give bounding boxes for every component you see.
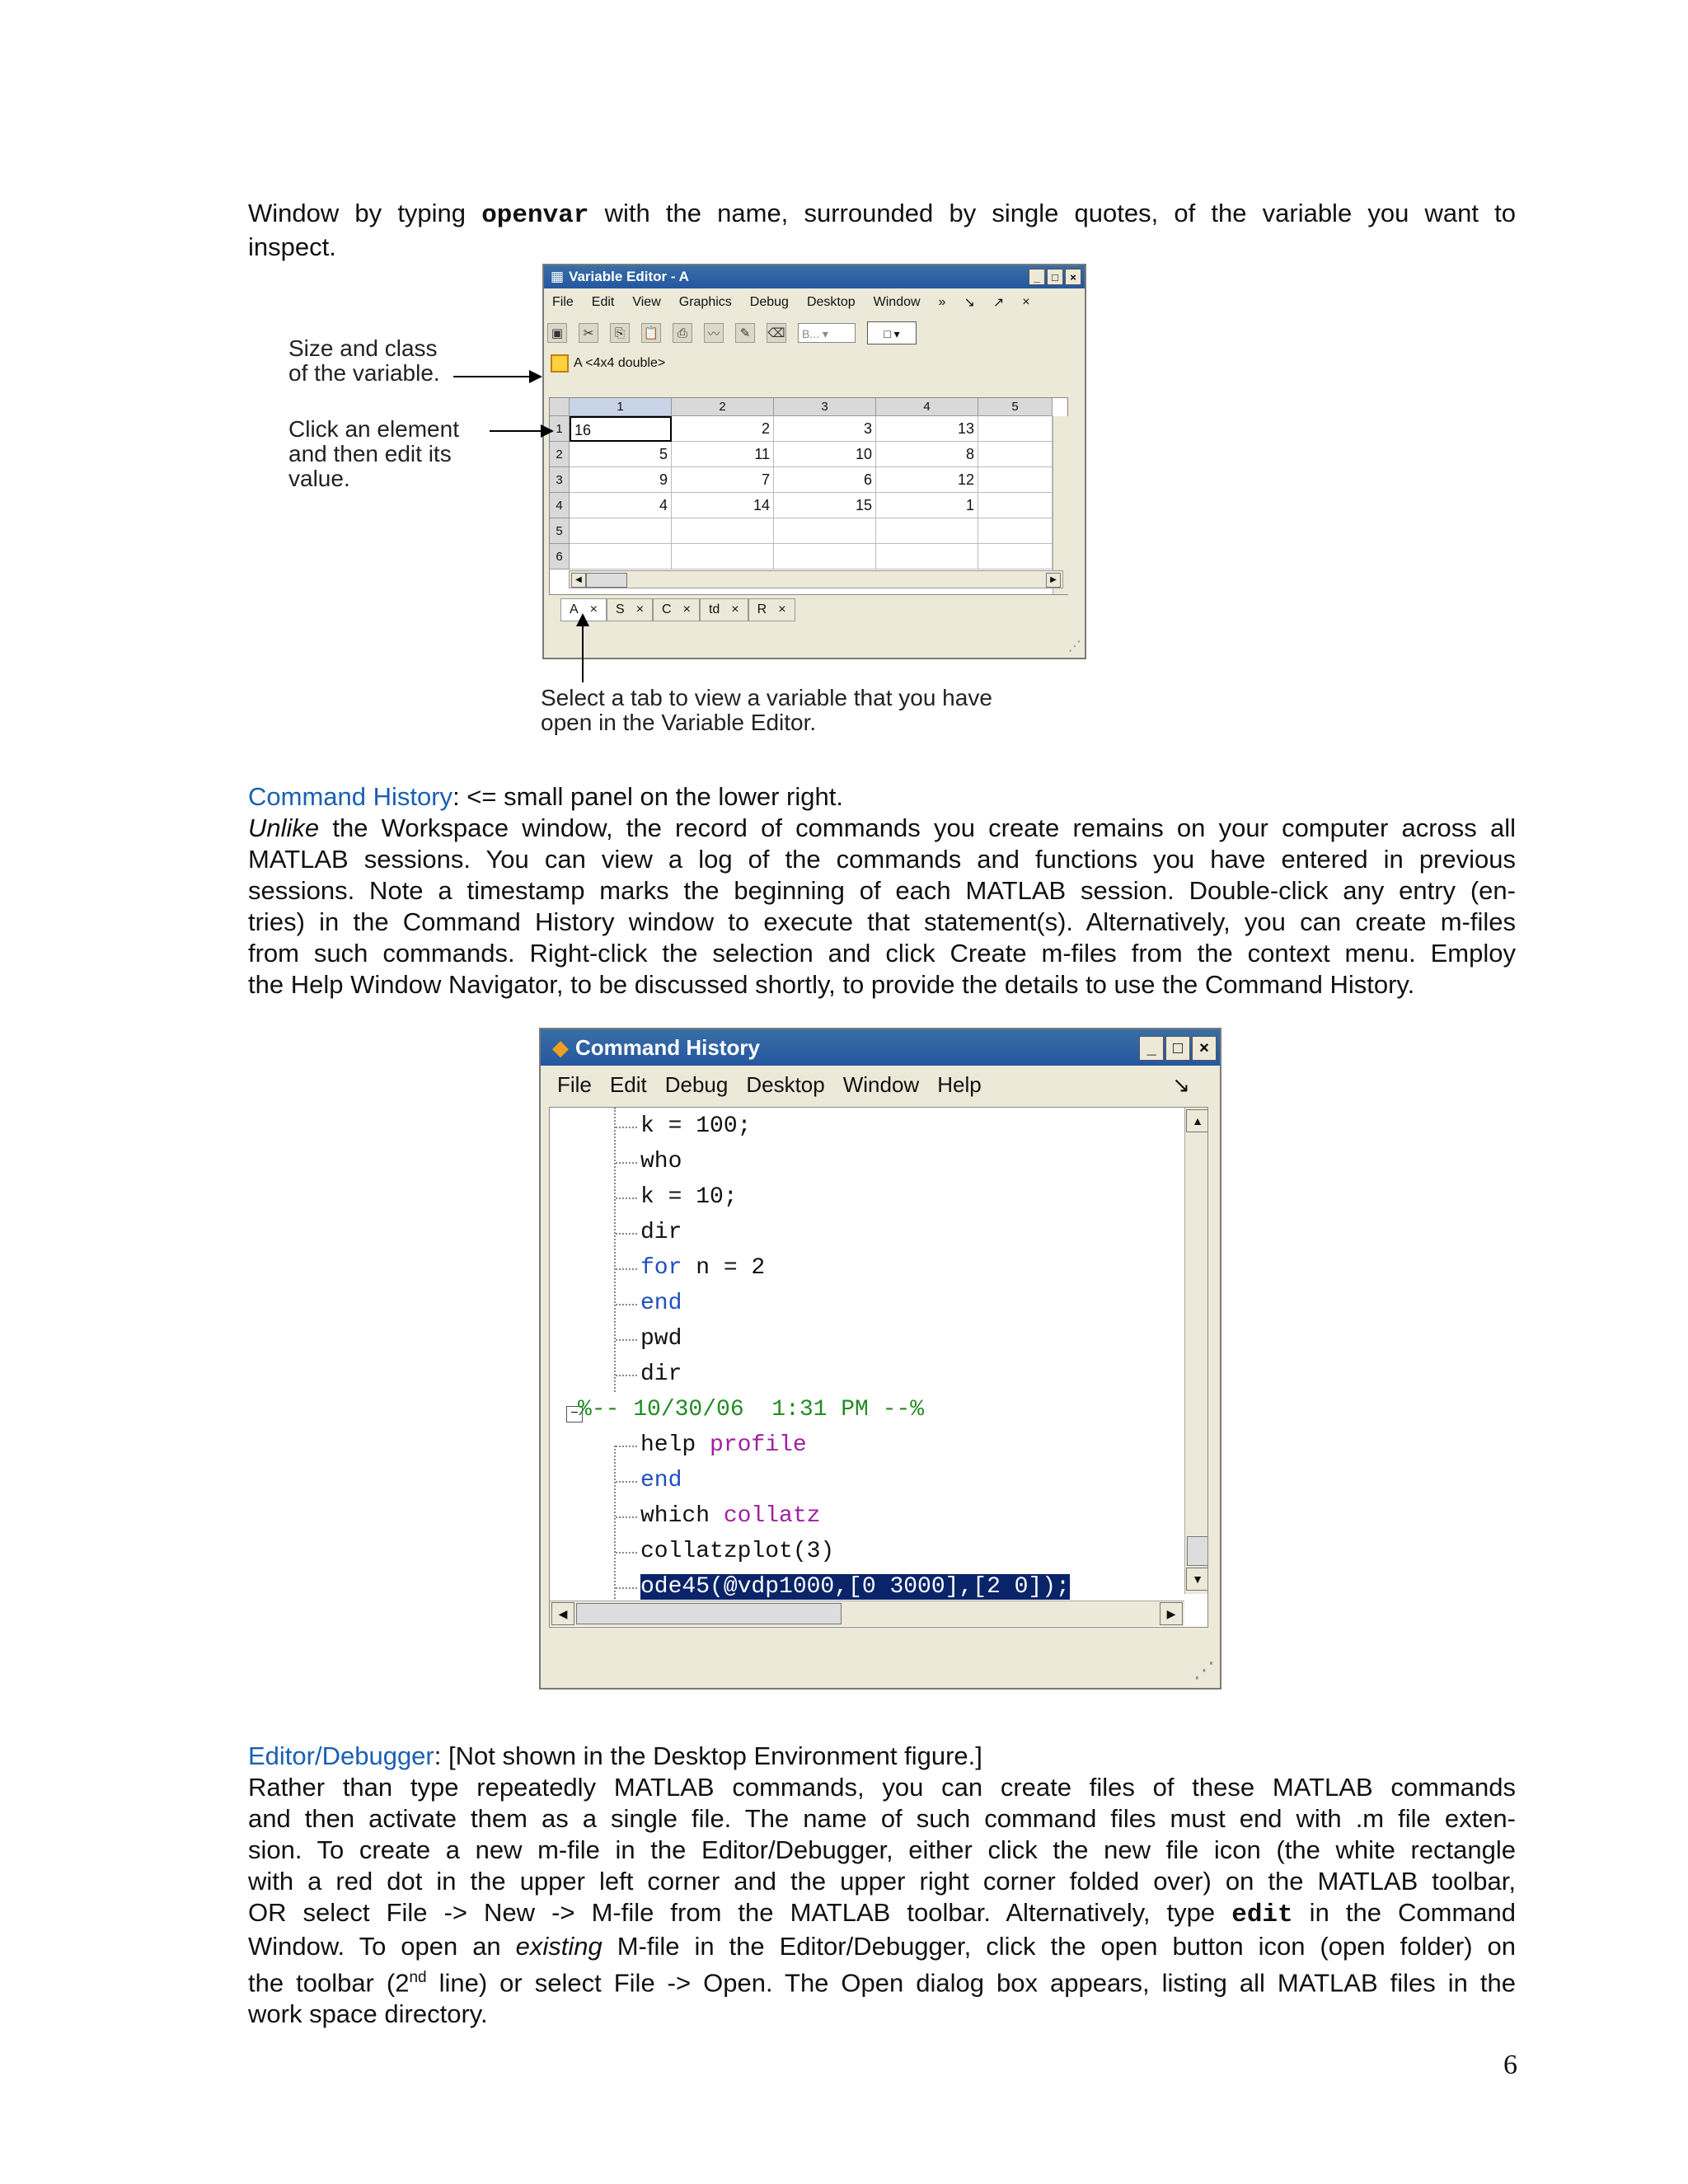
row-header[interactable]: 6 xyxy=(550,544,570,569)
tree-line xyxy=(614,1446,616,1625)
grid-cell[interactable]: 3 xyxy=(774,416,876,442)
command-history-heading: Command History xyxy=(248,782,453,811)
variable-tab[interactable]: C × xyxy=(653,598,700,621)
menu-edit[interactable]: Edit xyxy=(591,295,615,309)
col-header[interactable]: 2 xyxy=(672,398,774,416)
row-header[interactable]: 3 xyxy=(550,467,570,493)
col-header[interactable]: 3 xyxy=(774,398,876,416)
history-entry[interactable]: collatzplot(3) xyxy=(640,1539,835,1564)
menu-window[interactable]: Window xyxy=(842,1071,920,1097)
scroll-right-icon[interactable]: ▶ xyxy=(1046,573,1061,588)
variable-tabs xyxy=(560,598,795,621)
scroll-thumb[interactable] xyxy=(586,573,627,588)
size-class-arrow xyxy=(453,376,541,377)
history-entry[interactable]: help profile xyxy=(640,1432,807,1458)
copy-icon[interactable]: ⎘ xyxy=(610,323,630,343)
grid-cell[interactable] xyxy=(978,493,1053,518)
editor-line: OR select File -> New -> M-file from the MATLAB toolbar. Alternatively, type edit in the Command xyxy=(248,1898,1516,1929)
history-entry[interactable]: for n = 2 xyxy=(640,1255,766,1281)
editor-line: Rather than type repeatedly MATLAB commands, you can create files of these MATLAB commands xyxy=(248,1773,1516,1802)
scroll-right-icon[interactable]: ▶ xyxy=(1160,1602,1183,1625)
editor-line: Window. To open an existing M-file in the Editor/Debugger, click the open button icon (open folder) on xyxy=(248,1932,1516,1961)
ch-line: the Help Window Navigator, to be discussed shortly, to provide the details to use the Command History. xyxy=(248,970,1415,999)
menu-desktop[interactable]: Desktop xyxy=(746,1071,825,1097)
grid-cell[interactable]: 8 xyxy=(876,442,978,467)
col-header[interactable]: 4 xyxy=(876,398,978,416)
collapse-icon[interactable]: − xyxy=(566,1406,583,1422)
grid-cell[interactable] xyxy=(672,544,774,569)
print-icon[interactable]: ⎙ xyxy=(673,323,692,343)
openvar-code: openvar xyxy=(481,201,589,230)
grid-cell[interactable] xyxy=(570,544,672,569)
tab-annotation: Select a tab to view a variable that you have open in the Variable Editor. xyxy=(541,685,992,735)
scroll-down-icon[interactable]: ▼ xyxy=(1186,1568,1208,1591)
history-entry[interactable]: who xyxy=(640,1149,682,1174)
tab-arrow xyxy=(582,616,584,682)
grid-cell[interactable]: 1 xyxy=(876,493,978,518)
corner-header xyxy=(550,398,570,416)
menu-desktop[interactable]: Desktop xyxy=(806,295,856,309)
paste-icon[interactable]: 📋 xyxy=(641,323,661,343)
delete-icon[interactable]: ⌫ xyxy=(767,323,786,343)
size-class-row xyxy=(551,354,665,373)
tree-branch xyxy=(616,1587,637,1589)
history-entry[interactable]: end xyxy=(640,1468,682,1493)
close-pane-icon[interactable]: × xyxy=(1022,295,1030,309)
click-element-arrow xyxy=(490,430,552,432)
history-entry[interactable]: pwd xyxy=(640,1326,682,1352)
menu-help[interactable]: Help xyxy=(937,1071,982,1097)
grid-cell[interactable] xyxy=(876,544,978,569)
intro-line-1: Window by typing openvar with the name, surrounded by single quotes, of the variable you want to xyxy=(248,199,1516,230)
ch-line: Unlike the Workspace window, the record of commands you create remains on your computer across all xyxy=(248,813,1516,842)
scroll-left-icon[interactable]: ◀ xyxy=(571,573,586,588)
grid-cell[interactable]: 12 xyxy=(876,467,978,493)
dock-arrow-icon[interactable]: ↗ xyxy=(992,296,1005,310)
grid-vertical-scrollbar[interactable] xyxy=(1053,416,1068,594)
grid-cell[interactable] xyxy=(978,544,1053,569)
tab-close-icon[interactable]: × xyxy=(589,602,598,616)
history-entry[interactable]: dir xyxy=(640,1361,682,1387)
scroll-thumb[interactable] xyxy=(1187,1536,1208,1566)
history-horizontal-scrollbar[interactable] xyxy=(550,1601,1184,1626)
variable-tab[interactable]: S × xyxy=(607,598,653,621)
intro-paragraph xyxy=(248,198,1516,263)
close-button[interactable]: × xyxy=(1065,269,1081,285)
ch-line: tries) in the Command History window to execute that statement(s). Alternatively, you can create m-files xyxy=(248,907,1516,936)
grid-cell[interactable] xyxy=(876,518,978,544)
grid-cell[interactable]: 14 xyxy=(672,493,774,518)
page-number: 6 xyxy=(1503,2050,1517,2080)
menu-debug[interactable]: Debug xyxy=(749,295,789,309)
tree-branch xyxy=(616,1233,637,1235)
cut-icon[interactable]: ✂ xyxy=(579,323,598,343)
command-history-list[interactable] xyxy=(549,1107,1208,1628)
menu-file[interactable]: File xyxy=(552,295,574,309)
history-entry[interactable]: which collatz xyxy=(640,1503,821,1529)
editor-heading: Editor/Debugger xyxy=(248,1741,434,1770)
variable-editor-titlebar xyxy=(544,265,1085,288)
tab-close-icon[interactable]: × xyxy=(778,602,786,616)
tree-branch xyxy=(616,1552,637,1554)
grid-cell[interactable]: 10 xyxy=(774,442,876,467)
tree-branch xyxy=(616,1304,637,1305)
row-header[interactable]: 2 xyxy=(550,442,570,467)
plot-icon[interactable]: 〰 xyxy=(704,323,724,343)
command-history-heading-line: Command History: <= small panel on the lower right. xyxy=(248,782,843,811)
grid-cell[interactable]: 15 xyxy=(774,493,876,518)
grid-horizontal-scrollbar[interactable] xyxy=(569,570,1063,588)
close-button[interactable]: × xyxy=(1192,1036,1217,1061)
menu-debug[interactable]: Debug xyxy=(664,1071,729,1097)
tree-branch xyxy=(616,1162,637,1164)
variable-tab[interactable]: R × xyxy=(748,598,795,621)
layout-dropdown[interactable]: □ ▾ xyxy=(867,321,917,344)
grid-cell[interactable] xyxy=(774,544,876,569)
undock-arrow-icon[interactable]: ↘ xyxy=(964,296,975,310)
editor-line: work space directory. xyxy=(248,1999,488,2029)
tree-branch xyxy=(616,1127,637,1128)
tree-branch xyxy=(616,1446,637,1447)
grid-cell[interactable]: 6 xyxy=(774,467,876,493)
tab-close-icon[interactable]: × xyxy=(731,602,739,616)
tree-branch xyxy=(616,1268,637,1270)
editor-line: the toolbar (2nd line) or select File -> Open. The Open dialog box appears, listing all MATLAB files in the xyxy=(248,1968,1516,1998)
tree-branch xyxy=(616,1481,637,1483)
intro-line-2: inspect. xyxy=(248,232,336,261)
tree-branch xyxy=(616,1375,637,1376)
grid-cell[interactable]: 9 xyxy=(570,467,672,493)
grid-cell[interactable] xyxy=(978,518,1053,544)
command-history-titlebar xyxy=(541,1029,1220,1066)
menu-graphics[interactable]: Graphics xyxy=(678,295,732,309)
session-timestamp[interactable]: %-- 10/30/06 1:31 PM --% xyxy=(578,1397,925,1422)
grid-cell[interactable]: 16 xyxy=(570,416,672,442)
command-history-title: Command History xyxy=(575,1034,760,1060)
history-entry[interactable]: end xyxy=(640,1291,682,1316)
row-header[interactable]: 1 xyxy=(550,416,570,442)
grid-cell[interactable]: 7 xyxy=(672,467,774,493)
command-history-paragraph xyxy=(248,781,1516,1001)
variable-editor-menubar xyxy=(544,290,1085,315)
col-header[interactable]: 5 xyxy=(978,398,1053,416)
menu-edit[interactable]: Edit xyxy=(609,1071,647,1097)
maximize-button[interactable]: □ xyxy=(1047,269,1063,285)
size-class-annotation: Size and class of the variable. xyxy=(288,335,440,386)
command-history-window xyxy=(539,1028,1221,1690)
tree-line xyxy=(614,1108,616,1392)
tree-branch xyxy=(616,1516,637,1518)
ch-line: sessions. Note a timestamp marks the beginning of each MATLAB session. Double-click any entry (en- xyxy=(248,876,1516,905)
variable-tab[interactable]: td × xyxy=(700,598,748,621)
tree-branch xyxy=(616,1197,637,1199)
ch-line: MATLAB sessions. You can view a log of the commands and functions you have entered in previous xyxy=(248,845,1516,874)
editor-line: and then activate them as a single file. The name of such command files must end with .m file exten- xyxy=(248,1804,1516,1833)
resize-grip-icon[interactable]: ⋰ xyxy=(1193,1657,1215,1682)
matrix-grid-icon xyxy=(551,354,569,373)
edit-code: edit xyxy=(1231,1900,1293,1929)
grid-cell[interactable] xyxy=(570,518,672,544)
undock-arrow-icon[interactable]: ↘ xyxy=(1172,1071,1190,1097)
click-element-annotation: Click an element and then edit its value. xyxy=(288,416,459,491)
resize-grip-icon[interactable]: ⋰ xyxy=(1068,640,1081,654)
variable-tab[interactable]: A × xyxy=(560,598,607,621)
scroll-thumb[interactable] xyxy=(576,1603,842,1624)
command-history-menubar xyxy=(541,1067,1220,1102)
grid-cell[interactable] xyxy=(978,416,1053,442)
variable-editor-title: Variable Editor - A xyxy=(569,269,689,284)
grid-cell[interactable] xyxy=(978,467,1053,493)
minimize-button[interactable]: _ xyxy=(1139,1036,1164,1061)
grid-cell[interactable]: 4 xyxy=(570,493,672,518)
tab-close-icon[interactable]: × xyxy=(635,602,645,616)
history-entry[interactable]: k = 10; xyxy=(640,1184,738,1210)
editor-line: with a red dot in the upper left corner and the upper right corner folded over) on the MATLAB toolbar, xyxy=(248,1867,1516,1896)
scroll-up-icon[interactable]: ▲ xyxy=(1186,1109,1208,1132)
minimize-button[interactable]: _ xyxy=(1029,269,1045,285)
grid-cell[interactable]: 2 xyxy=(672,416,774,442)
editor-line: sion. To create a new m-file in the Editor/Debugger, either click the new file icon (the white rectangle xyxy=(248,1835,1516,1864)
variable-editor-window xyxy=(542,264,1086,659)
editor-heading-line: Editor/Debugger: [Not shown in the Desktop Environment figure.] xyxy=(248,1741,982,1770)
grid-cell[interactable]: 5 xyxy=(570,442,672,467)
brush-icon[interactable]: ✎ xyxy=(735,323,755,343)
row-header[interactable]: 4 xyxy=(550,493,570,518)
tree-branch xyxy=(616,1339,637,1341)
row-header[interactable]: 5 xyxy=(550,518,570,544)
col-header[interactable]: 1 xyxy=(570,398,672,416)
menu-overflow[interactable]: » xyxy=(938,295,946,309)
grid-cell[interactable]: 11 xyxy=(672,442,774,467)
grid-cell[interactable] xyxy=(672,518,774,544)
size-class-text: A <4x4 double> xyxy=(574,356,666,370)
variable-editor-toolbar xyxy=(547,318,1081,348)
history-entry[interactable]: ode45(@vdp1000,[0 3000],[2 0]); xyxy=(640,1574,1070,1600)
menu-view[interactable]: View xyxy=(632,295,661,309)
tab-close-icon[interactable]: × xyxy=(682,602,691,616)
matlab-logo-icon: ◆ xyxy=(552,1034,569,1060)
grid-cell[interactable] xyxy=(774,518,876,544)
history-vertical-scrollbar[interactable] xyxy=(1184,1108,1208,1594)
editor-paragraph xyxy=(248,1741,1516,2030)
ch-line: from such commands. Right-click the selection and click Create m-files from the context menu. Employ xyxy=(248,939,1516,968)
scroll-left-icon[interactable]: ◀ xyxy=(551,1602,574,1625)
history-entry[interactable]: k = 100; xyxy=(640,1113,752,1139)
variable-grid xyxy=(549,397,1068,595)
history-entry[interactable]: dir xyxy=(640,1220,682,1245)
grid-cell[interactable] xyxy=(978,442,1053,467)
menu-file[interactable]: File xyxy=(557,1071,592,1097)
menu-window[interactable]: Window xyxy=(873,295,921,309)
grid-cell[interactable]: 13 xyxy=(876,416,978,442)
variable-editor-icon: ▦ xyxy=(551,269,565,284)
base-dropdown[interactable]: B... ▾ xyxy=(798,323,856,343)
save-icon[interactable]: ▣ xyxy=(547,323,567,343)
maximize-button[interactable]: □ xyxy=(1165,1036,1190,1061)
